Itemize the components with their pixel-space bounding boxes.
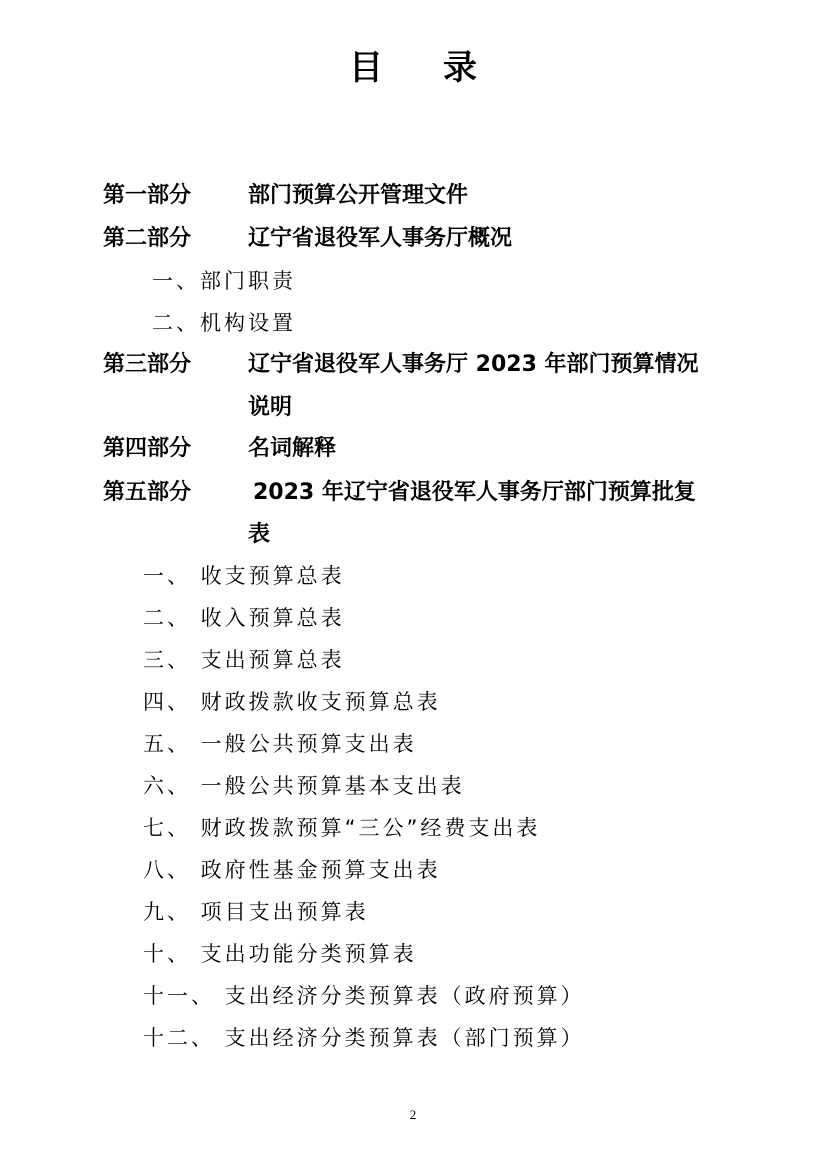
part-title: 部门预算公开管理文件	[248, 183, 469, 208]
toc-item[interactable]: 一、部门职责	[152, 269, 296, 293]
part-title-continuation: 说明	[248, 395, 293, 420]
toc-item[interactable]: 九、 项目支出预算表	[143, 900, 369, 924]
part-title: 2023 年辽宁省退役军人事务厅部门预算批复	[253, 480, 696, 505]
part-label: 第五部分	[103, 480, 192, 505]
title-char-1: 目	[349, 48, 383, 88]
part-title: 辽宁省退役军人事务厅 2023 年部门预算情况	[248, 352, 699, 377]
toc-item[interactable]: 七、 财政拨款预算“三公”经费支出表	[143, 816, 541, 840]
part-label: 第一部分	[103, 183, 192, 208]
toc-item[interactable]: 六、 一般公共预算基本支出表	[143, 774, 465, 798]
page-title	[0, 40, 826, 89]
part-title-continuation: 表	[248, 522, 271, 547]
part-label: 第二部分	[103, 226, 192, 251]
toc-part-3[interactable]	[103, 347, 743, 377]
toc-item[interactable]: 八、 政府性基金预算支出表	[143, 858, 441, 882]
toc-part-5[interactable]	[103, 475, 743, 505]
toc-item[interactable]: 二、机构设置	[152, 311, 296, 335]
part-label: 第四部分	[103, 436, 192, 461]
toc-item[interactable]: 十一、 支出经济分类预算表（政府预算）	[143, 984, 585, 1008]
toc-part-4[interactable]	[103, 431, 743, 461]
toc-item[interactable]: 五、 一般公共预算支出表	[143, 732, 417, 756]
toc-item[interactable]: 二、 收入预算总表	[143, 606, 345, 630]
toc-item[interactable]: 三、 支出预算总表	[143, 648, 345, 672]
part-label: 第三部分	[103, 352, 192, 377]
title-char-2: 录	[443, 48, 477, 88]
toc-item[interactable]: 一、 收支预算总表	[143, 564, 345, 588]
toc-item[interactable]: 四、 财政拨款收支预算总表	[143, 690, 441, 714]
part-title: 名词解释	[248, 436, 337, 461]
toc-item[interactable]: 十二、 支出经济分类预算表（部门预算）	[143, 1026, 585, 1050]
toc-part-2[interactable]	[103, 221, 743, 251]
part-title: 辽宁省退役军人事务厅概况	[248, 226, 513, 251]
toc-item[interactable]: 十、 支出功能分类预算表	[143, 942, 417, 966]
page-number: 2	[409, 1107, 417, 1122]
toc-part-1[interactable]	[103, 178, 743, 208]
